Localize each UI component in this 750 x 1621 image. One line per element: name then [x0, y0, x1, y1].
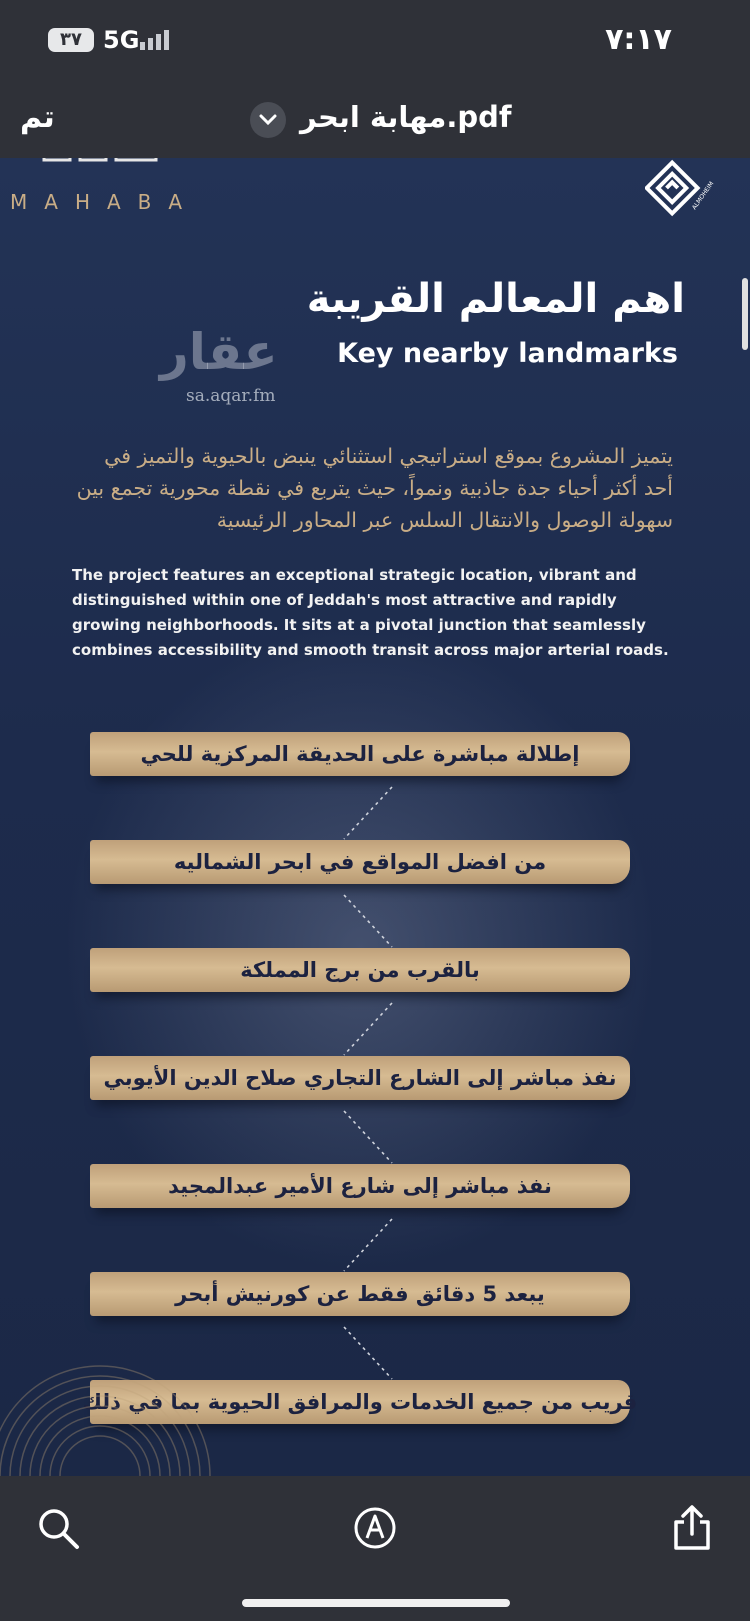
heading-english: Key nearby landmarks	[337, 338, 678, 369]
clock: ٧:١٧	[605, 22, 672, 57]
dotted-connector	[340, 999, 400, 1059]
landmark-item: بالقرب من برج المملكة	[90, 948, 630, 992]
description-english: The project features an exceptional strategic location, vibrant and distinguished within one of Jeddah's most attractive and rapidly growing neighborhoods. It sits at a pivotal junction that seamlessly combines accessibility and smooth transit across major arterial roads.	[72, 566, 669, 659]
landmark-item: يبعد 5 دقائق فقط عن كورنيش أبحر	[90, 1272, 630, 1316]
scroll-indicator[interactable]	[742, 278, 748, 350]
dotted-connector	[340, 1215, 400, 1275]
pdf-page[interactable]	[0, 158, 750, 1476]
battery-indicator: ٣٧	[48, 28, 94, 52]
heading-arabic: اهم المعالم القريبة	[306, 276, 685, 322]
description-arabic: يتميز المشروع بموقع استراتيجي استثنائي ينبض بالحيوية والتميز في أحد أكثر أحياء جدة جاذبية ونمواً، حيث يتربع في نقطة محورية تجمع بين سهولة الوصول والانتقال السلس عبر المحاور الرئيسية	[76, 444, 673, 532]
home-indicator[interactable]	[242, 1599, 510, 1607]
bottom-toolbar	[0, 1476, 750, 1621]
share-icon[interactable]	[668, 1504, 716, 1552]
signal-icon	[140, 30, 172, 50]
markup-icon[interactable]	[351, 1504, 399, 1552]
status-bar	[0, 0, 750, 88]
dotted-connector	[340, 1323, 400, 1383]
search-icon[interactable]	[34, 1504, 82, 1552]
watermark-arabic: عقار	[160, 323, 278, 381]
navigation-bar	[0, 88, 750, 158]
dotted-connector	[340, 783, 400, 843]
landmark-item: نفذ مباشر إلى الشارع التجاري صلاح الدين الأيوبي	[90, 1056, 630, 1100]
done-button[interactable]: تم	[20, 100, 55, 135]
watermark-url: sa.aqar.fm	[186, 386, 276, 406]
dotted-connector	[340, 1107, 400, 1167]
network-type: 5G	[103, 26, 140, 54]
brand-name: MAHABA	[10, 190, 200, 214]
decorative-arcs	[0, 1276, 220, 1476]
landmark-item: قريب من جميع الخدمات والمرافق الحيوية بما في ذلك	[90, 1380, 630, 1424]
title-menu-button[interactable]	[250, 102, 286, 138]
brand-arabic-logo	[40, 158, 160, 172]
developer-logo-text: ALMOHEIM	[690, 180, 715, 212]
landmark-item: نفذ مباشر إلى شارع الأمير عبدالمجيد	[90, 1164, 630, 1208]
developer-logo	[645, 158, 715, 218]
document-title[interactable]: مهابة ابحر.pdf	[300, 100, 512, 134]
dotted-connector	[340, 891, 400, 951]
landmark-item: من افضل المواقع في ابحر الشماليه	[90, 840, 630, 884]
landmark-item: إطلالة مباشرة على الحديقة المركزية للحي	[90, 732, 630, 776]
chevron-down-icon	[259, 114, 277, 126]
